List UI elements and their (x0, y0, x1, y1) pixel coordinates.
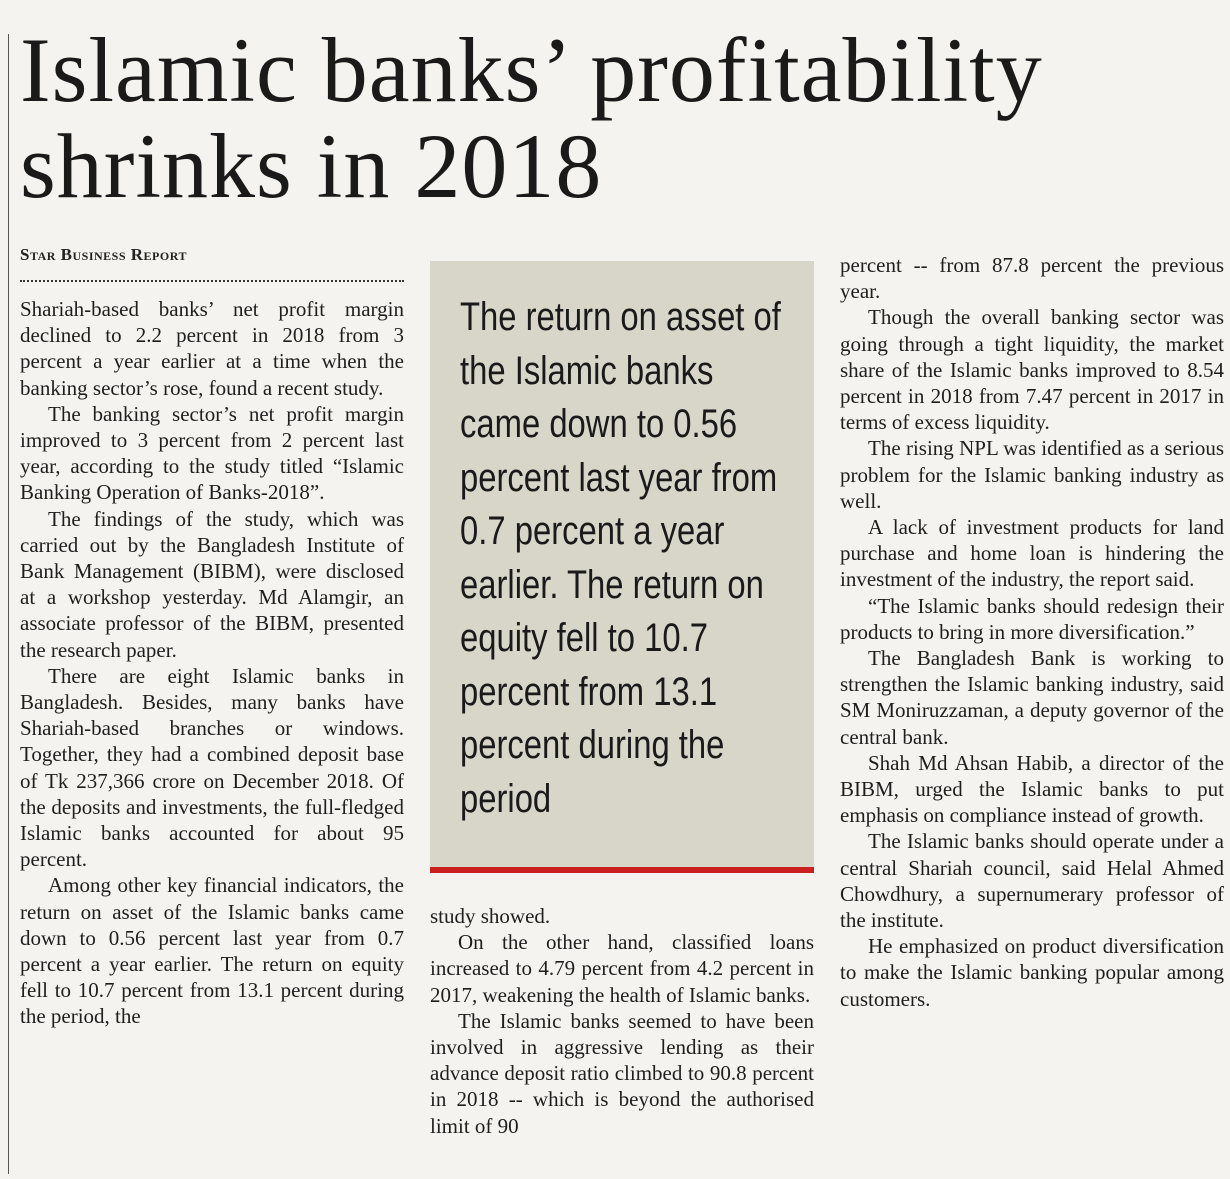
byline: Star Business Report (20, 245, 187, 264)
paragraph: The banking sector’s net profit margin improved to 3 percent from 2 percent last year, according to the study titled “Islamic Banking Operation of Banks-2018”. (20, 401, 404, 505)
paragraph: “The Islamic banks should redesign their products to bring in more diversification.” (840, 593, 1224, 644)
paragraph: study showed. (430, 904, 551, 928)
pull-quote-box (430, 261, 814, 869)
article-column-3 (840, 252, 1224, 1012)
paragraph: Though the overall banking sector was going through a tight liquidity, the market share of the Islamic banks improved to 8.54 percent in 2018 from 7.47 percent in 2017 in terms of excess liquidity. (840, 305, 1224, 435)
article-column-2 (430, 903, 814, 1139)
headline-line-1: Islamic banks’ profitability (20, 19, 1043, 121)
paragraph: There are eight Islamic banks in Bangladesh. Besides, many banks have Shariah-based branches or windows. Together, they had a combined deposit base of Tk 237,366 crore on December 2018. Of the deposits and investments, the full-fledged Islamic banks accounted for about 95 percent. (20, 663, 404, 872)
paragraph: percent -- from 87.8 percent the previous year. (840, 253, 1224, 304)
paragraph: Shariah-based banks’ net profit margin declined to 2.2 percent in 2018 from 3 percent a year earlier at a time when the banking sector’s rose, found a recent study. (20, 297, 404, 400)
paragraph: On the other hand, classified loans increased to 4.79 percent from 4.2 percent in 2017, weakening the health of Islamic banks. (430, 930, 814, 1007)
pull-quote-text: The return on asset of the Islamic banks came down to 0.56 percent last year from 0.7 percent a year earlier. The return on equity fell to 10.7 percent from 13.1 percent during the period (460, 295, 781, 821)
byline-divider (20, 280, 404, 282)
paragraph: A lack of investment products for land purchase and home loan is hindering the investment of the industry, the report said. (840, 515, 1224, 592)
paragraph: The rising NPL was identified as a serious problem for the Islamic banking industry as well. (840, 436, 1224, 513)
column-rule (8, 34, 9, 1174)
article-column-1 (20, 296, 404, 1030)
paragraph: The findings of the study, which was carried out by the Bangladesh Institute of Bank Management (BIBM), were disclosed at a workshop yesterday. Md Alamgir, an associate professor of the BIBM, presented the research paper. (20, 506, 404, 662)
paragraph: The Bangladesh Bank is working to strengthen the Islamic banking industry, said SM Moniruzzaman, a deputy governor of the central bank. (840, 646, 1224, 749)
paragraph: The Islamic banks should operate under a central Shariah council, said Helal Ahmed Chowdhury, a supernumerary professor of the institute. (840, 829, 1224, 933)
headline (20, 19, 1225, 217)
paragraph: The Islamic banks seemed to have been involved in aggressive lending as their advance deposit ratio climbed to 90.8 percent in 2018 -- which is beyond the authorised limit of 90 (430, 1008, 814, 1138)
paragraph: Among other key financial indicators, the return on asset of the Islamic banks came down to 0.56 percent last year from 0.7 percent a year earlier. The return on equity fell to 10.7 percent from 13.1 percent during the period, the (20, 873, 404, 1029)
pull-quote-accent-bar (430, 867, 814, 873)
paragraph: He emphasized on product diversification to make the Islamic banking popular among customers. (840, 934, 1224, 1011)
headline-line-2: shrinks in 2018 (20, 115, 603, 217)
paragraph: Shah Md Ahsan Habib, a director of the BIBM, urged the Islamic banks to put emphasis on compliance instead of growth. (840, 750, 1224, 828)
